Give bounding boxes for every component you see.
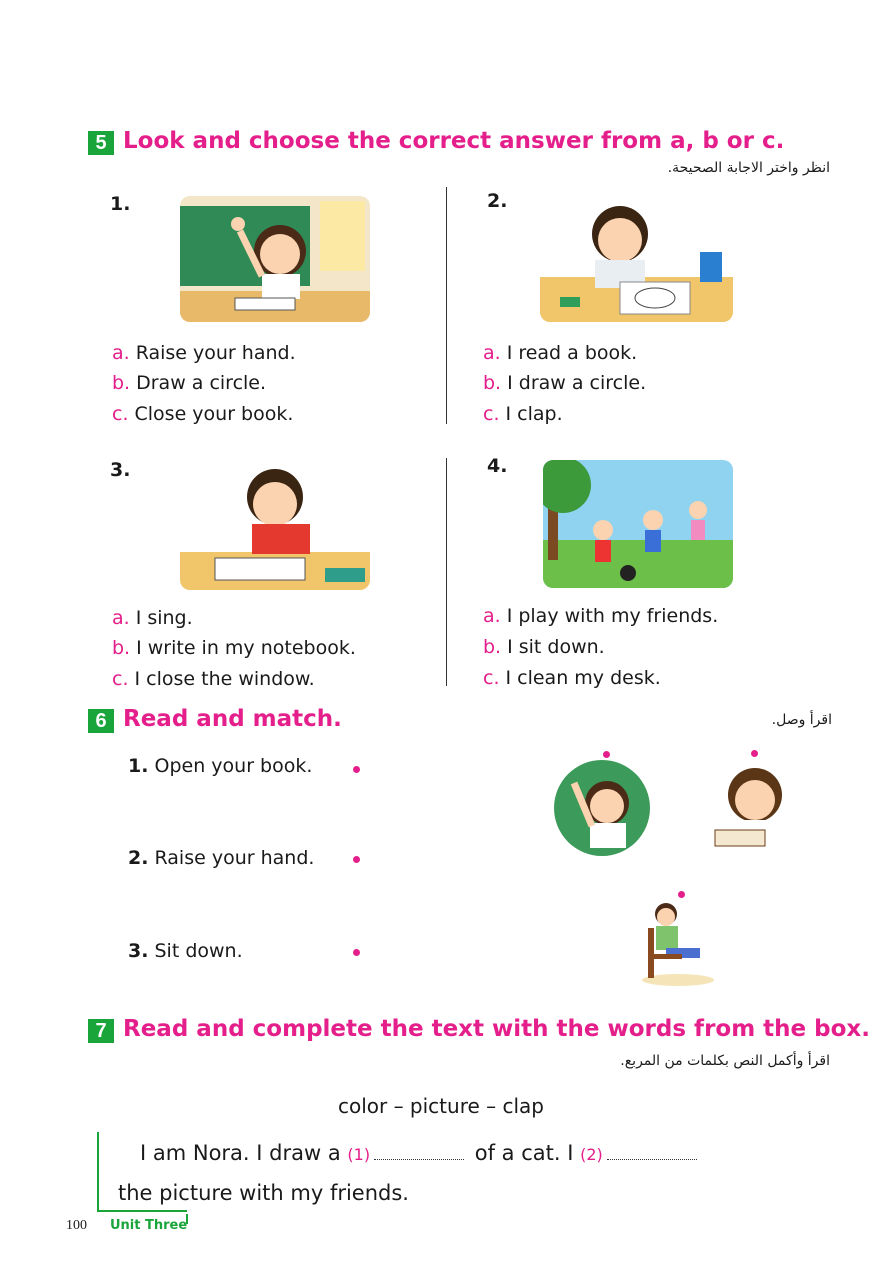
option[interactable]: b. I sit down. [483,636,605,658]
unit-label: Unit Three [110,1218,188,1233]
section-6-arabic: اقرأ وصل. [771,712,832,728]
picture-girl-raising-hand-small [552,758,652,858]
match-item-1: 1. Open your book. [128,755,313,777]
column-divider [446,187,447,424]
section-7-badge: 7 [88,1019,114,1043]
option[interactable]: c. Close your book. [112,403,294,425]
picture-boy-sitting [638,898,718,986]
option[interactable]: b. Draw a circle. [112,372,267,394]
picture-kids-playing [543,460,733,588]
blank-1[interactable] [374,1159,464,1160]
match-dot[interactable] [678,891,685,898]
text-border-line [97,1210,187,1212]
section-6-title: Read and match. [123,706,342,732]
text-line-1: I am Nora. I draw a (1) of a cat. I (2) [140,1141,701,1165]
option[interactable]: a. I read a book. [483,342,638,364]
blank-2-label: (2) [580,1145,603,1164]
column-divider [446,458,447,686]
text-line-2: the picture with my friends. [118,1181,409,1205]
option[interactable]: a. I play with my friends. [483,605,719,627]
picture-boy-drawing [540,192,733,322]
option[interactable]: c. I clap. [483,403,563,425]
section-7-arabic: اقرأ وأكمل النص بكلمات من المربع. [620,1053,830,1069]
question-number: 2. [487,190,508,212]
match-dot[interactable] [353,949,360,956]
option[interactable]: b. I draw a circle. [483,372,647,394]
blank-2[interactable] [607,1159,697,1160]
option[interactable]: b. I write in my notebook. [112,637,356,659]
section-7-title: Read and complete the text with the words from the box. [123,1016,870,1042]
section-5-arabic: انظر واختر الاجابة الصحيحة. [667,160,830,176]
picture-boy-writing [180,462,370,590]
picture-girl-raising-hand [180,196,370,322]
blank-1-label: (1) [347,1145,371,1164]
word-box: color – picture – clap [337,1094,545,1118]
match-item-2: 2. Raise your hand. [128,847,315,869]
section-5-title: Look and choose the correct answer from a, b or c. [123,128,785,154]
section-5-badge: 5 [88,131,114,155]
page-number: 100 [66,1218,87,1233]
question-number: 4. [487,455,508,477]
question-number: 1. [110,193,131,215]
match-item-3: 3. Sit down. [128,940,243,962]
picture-girl-reading [700,755,800,855]
match-dot[interactable] [603,751,610,758]
option[interactable]: c. I clean my desk. [483,667,661,689]
question-number: 3. [110,459,131,481]
option[interactable]: c. I close the window. [112,668,315,690]
match-dot[interactable] [353,766,360,773]
option[interactable]: a. I sing. [112,607,193,629]
option[interactable]: a. Raise your hand. [112,342,296,364]
match-dot[interactable] [353,856,360,863]
section-6-badge: 6 [88,709,114,733]
text-border-line [97,1132,99,1212]
